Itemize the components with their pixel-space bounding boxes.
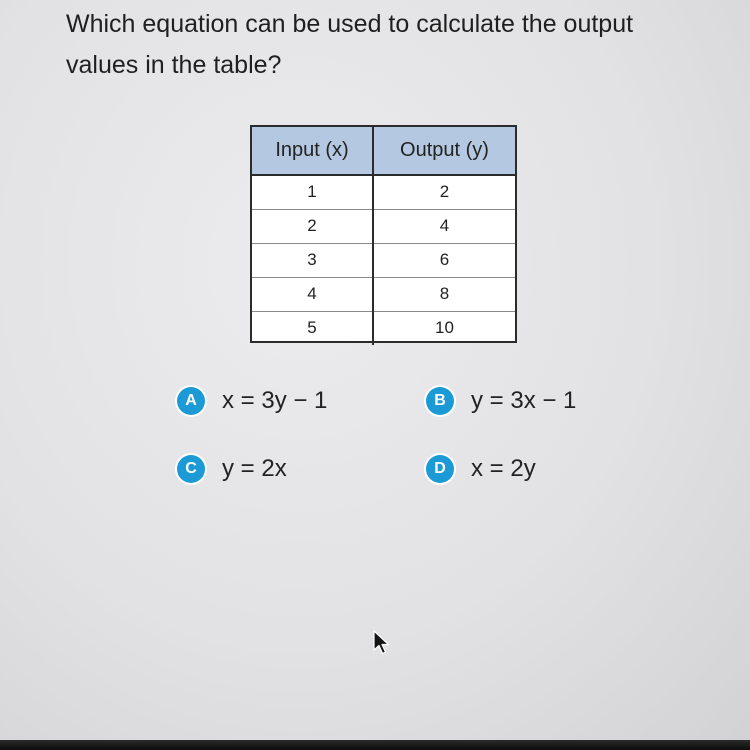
output-cell: 4 (373, 209, 515, 243)
input-cell: 3 (252, 243, 373, 277)
output-cell: 6 (373, 243, 515, 277)
table-row (252, 243, 515, 277)
screen-bezel (0, 740, 750, 750)
question-text (66, 4, 726, 86)
question-line-2: values in the table? (66, 51, 282, 79)
choice-letter-badge[interactable]: C (177, 455, 205, 483)
question-line-1: Which equation can be used to calculate the output (66, 10, 634, 38)
header-input: Input (x) (252, 127, 373, 175)
answer-choice-b[interactable] (426, 387, 576, 415)
choice-equation[interactable]: y = 2x (222, 455, 287, 482)
answer-choice-a[interactable] (177, 387, 327, 415)
answer-choice-d[interactable] (426, 455, 536, 483)
choice-equation[interactable]: y = 3x − 1 (471, 387, 577, 414)
table-row (252, 175, 515, 209)
table-row (252, 209, 515, 243)
output-cell: 10 (435, 318, 454, 338)
output-cell: 2 (373, 175, 515, 209)
mouse-pointer-icon (373, 630, 391, 656)
choice-letter-badge[interactable]: B (426, 387, 454, 415)
input-output-table (250, 125, 517, 343)
table-row (252, 277, 515, 311)
input-cell: 1 (252, 175, 373, 209)
input-cell: 4 (252, 277, 373, 311)
input-cell: 2 (252, 209, 373, 243)
choice-letter-badge[interactable]: D (426, 455, 454, 483)
input-cell: 5 (252, 311, 373, 345)
choice-equation[interactable]: x = 3y − 1 (222, 387, 328, 414)
answer-choice-c[interactable] (177, 455, 287, 483)
table-header-row (252, 127, 515, 175)
output-cell: 8 (373, 277, 515, 311)
choice-letter-badge[interactable]: A (177, 387, 205, 415)
header-output: Output (y) (373, 127, 515, 175)
table-row (252, 311, 515, 345)
choice-equation[interactable]: x = 2y (471, 455, 536, 482)
